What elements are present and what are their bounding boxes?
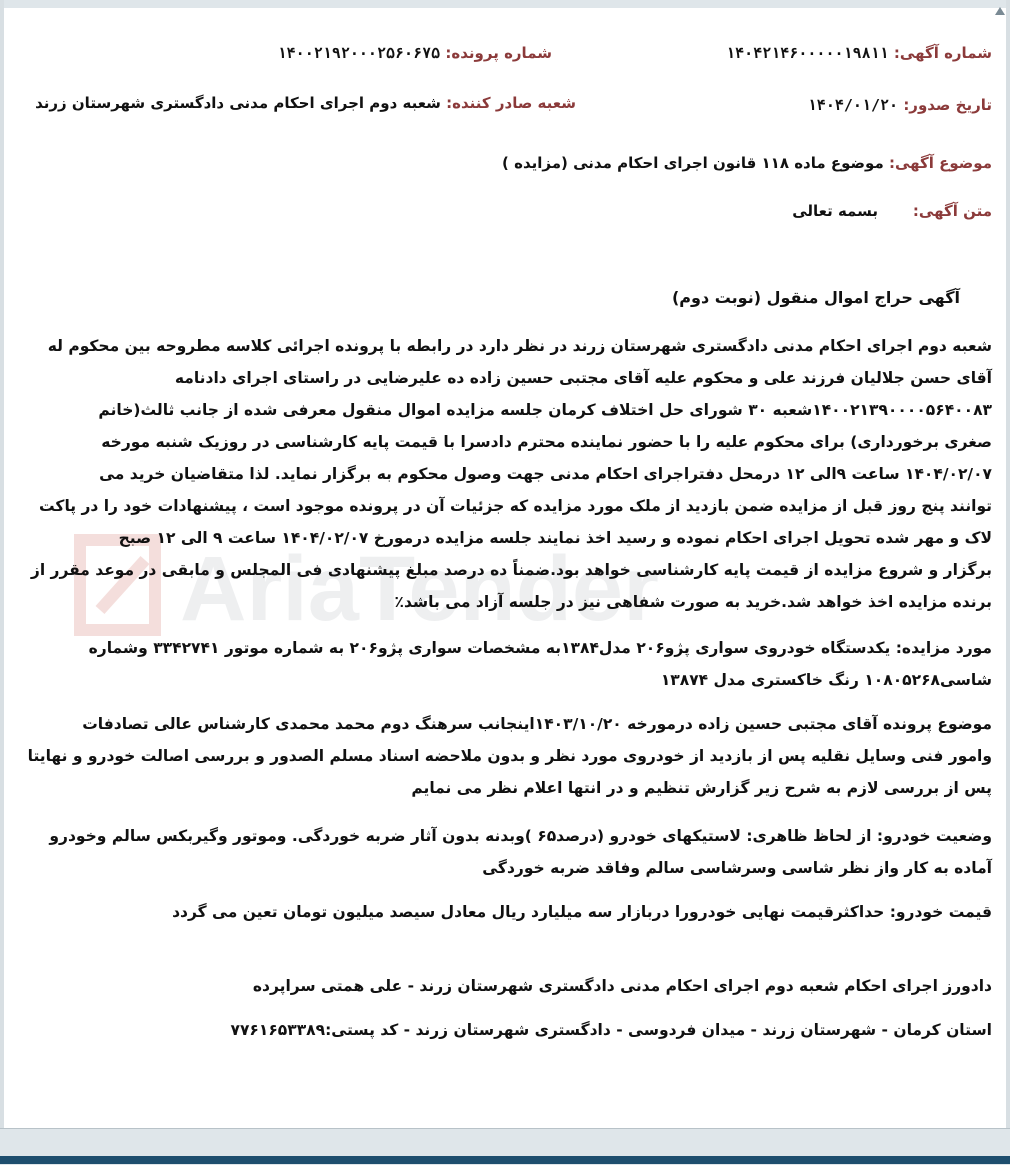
issue-date: ۱۴۰۴/۰۱/۲۰ [807, 96, 899, 114]
notice-title: آگهی حراج اموال منقول (نوبت دوم) [671, 288, 960, 307]
issuer-row [35, 94, 576, 112]
item-line: شاسی۱۰۸۰۵۲۶۸ رنگ خاکستری مدل ۱۳۸۷۴ [660, 671, 992, 689]
basmala: بسمه تعالی [792, 202, 878, 220]
main-line: توانند پنج روز قبل از مزایده ضمن بازدید از ملک مورد مزایده که جزئیات آن در پرونده موجود است ، پیشنهادات خود را در پاکت [39, 497, 992, 515]
issuer: شعبه دوم اجرای احکام مدنی دادگستری شهرستان زرند [35, 94, 441, 112]
condition-line: وضعیت خودرو: از لحاظ ظاهری: لاستیکهای خودرو (درصد۶۵ )وبدنه بدون آثار ضربه خوردگی. وموتور وگیربکس سالم وخودرو [49, 827, 992, 845]
case-number-label: شماره پرونده: [445, 44, 552, 62]
notice-number: ۱۴۰۴۲۱۴۶۰۰۰۰۰۱۹۸۱۱ [726, 44, 889, 62]
address-line: استان کرمان - شهرستان زرند - میدان فردوسی - دادگستری شهرستان زرند - کد پستی:۷۷۶۱۶۵۳۳۸۹ [230, 1021, 992, 1039]
issue-date-label: تاریخ صدور: [903, 96, 992, 114]
subject-label: موضوع آگهی: [888, 154, 992, 172]
signature-paragraph [16, 970, 992, 1002]
price-line: قیمت خودرو: حداکثرقیمت نهایی خودرورا دربازار سه میلیارد ریال معادل سیصد میلیون تومان تعین می گردد [172, 903, 992, 921]
main-line: لاک و مهر شده تحویل اجرای احکام نموده و رسید اخذ نمایند جلسه مزایده درمورخ ۱۴۰۴/۰۲/۰۷ ساعت ۹ الی ۱۲ صبح [118, 529, 992, 547]
case-number-row [278, 44, 552, 62]
main-line: شعبه دوم اجرای احکام مدنی دادگستری شهرستان زرند در نظر دارد در رابطه با پرونده اجرائی کلاسه مطروحه بین محکوم له [47, 337, 992, 355]
issue-date-row [808, 96, 992, 114]
item-line: مورد مزایده: یکدستگاه خودروی سواری پژو۲۰۶ مدل۱۳۸۴به مشخصات سواری پژو۲۰۶ به شماره موتور ۳۳۴۲۷۴۱ وشماره [88, 639, 992, 657]
subject-row [502, 154, 992, 172]
expert-line: پس از بررسی لازم به شرح زیر گزارش تنظیم و در انتها اعلام نظر می نمایم [411, 779, 992, 797]
notice-number-row [726, 44, 992, 62]
address-paragraph [16, 1014, 992, 1046]
text-label: متن آگهی: [912, 202, 992, 220]
main-line: ۱۴۰۴/۰۲/۰۷ ساعت ۹الی ۱۲ درمحل دفتراجرای احکام مدنی جهت وصول محکوم به برگزار نماید. لذا متقاضیان خرید می [99, 465, 992, 483]
text-label-row [913, 202, 992, 220]
main-line: برنده مزایده اخذ خواهد شد.خرید به صورت شفاهی نیز در جلسه آزاد می باشد٪ [394, 593, 992, 611]
svg-text:AriaTender.net: AriaTender [180, 538, 654, 640]
main-line: آقای حسن جلالیان فرزند علی و محکوم علیه آقای مجتبی حسین زاده ده علیرضایی در راستای اجرای دادنامه [174, 369, 992, 387]
expert-line: موضوع پرونده آقای مجتبی حسین زاده درمورخه ۱۴۰۳/۱۰/۲۰اینجانب سرهنگ دوم محمد محمدی کارشناس عالی تصادفات [82, 715, 992, 733]
condition-line: آماده به کار واز نظر شاسی وسرشاسی سالم وفاقد ضربه خوردگی [482, 859, 992, 877]
subject: موضوع ماده ۱۱۸ قانون اجرای احکام مدنی (مزایده ) [502, 154, 884, 172]
case-number: ۱۴۰۰۲۱۹۲۰۰۰۲۵۶۰۶۷۵ [277, 44, 441, 62]
expert-report-paragraph [16, 708, 992, 804]
vehicle-condition-paragraph [16, 820, 992, 884]
expert-line: وامور فنی وسایل نقلیه پس از بازدید از خودروی مورد نظر و بدون ملاحضه اسناد مسلم الصدور و بررسی اصالت خودرو و نهایتا [27, 747, 992, 765]
vehicle-price-paragraph [16, 896, 992, 928]
main-paragraph [16, 330, 992, 618]
main-line: صغری برخورداری) برای محکوم علیه را با حضور نماینده محترم دادسرا با قیمت پایه کارشناسی در روزیک شنبه مورخه [101, 433, 992, 451]
taskbar-strip [0, 1156, 1010, 1164]
issuer-label: شعبه صادر کننده: [446, 94, 576, 112]
auction-item-paragraph [16, 632, 992, 696]
notice-number-label: شماره آگهی: [893, 44, 992, 62]
main-line: ۱۴۰۰۲۱۳۹۰۰۰۰۵۶۴۰۰۸۳شعبه ۳۰ شورای حل اختلاف کرمان جلسه مزایده اموال منقول معرفی شده از جانب ثالث(خانم [98, 401, 992, 419]
signature-line: دادورز اجرای احکام شعبه دوم اجرای احکام مدنی دادگستری شهرستان زرند - علی همتی سراپرده [252, 977, 992, 995]
main-line: برگزار و شروع مزایده از قیمت پایه کارشناسی خواهد بود.ضمناً ده درصد مبلغ پیشنهادی فی المجلس و مابقی در موعد مقرر از [30, 561, 992, 579]
